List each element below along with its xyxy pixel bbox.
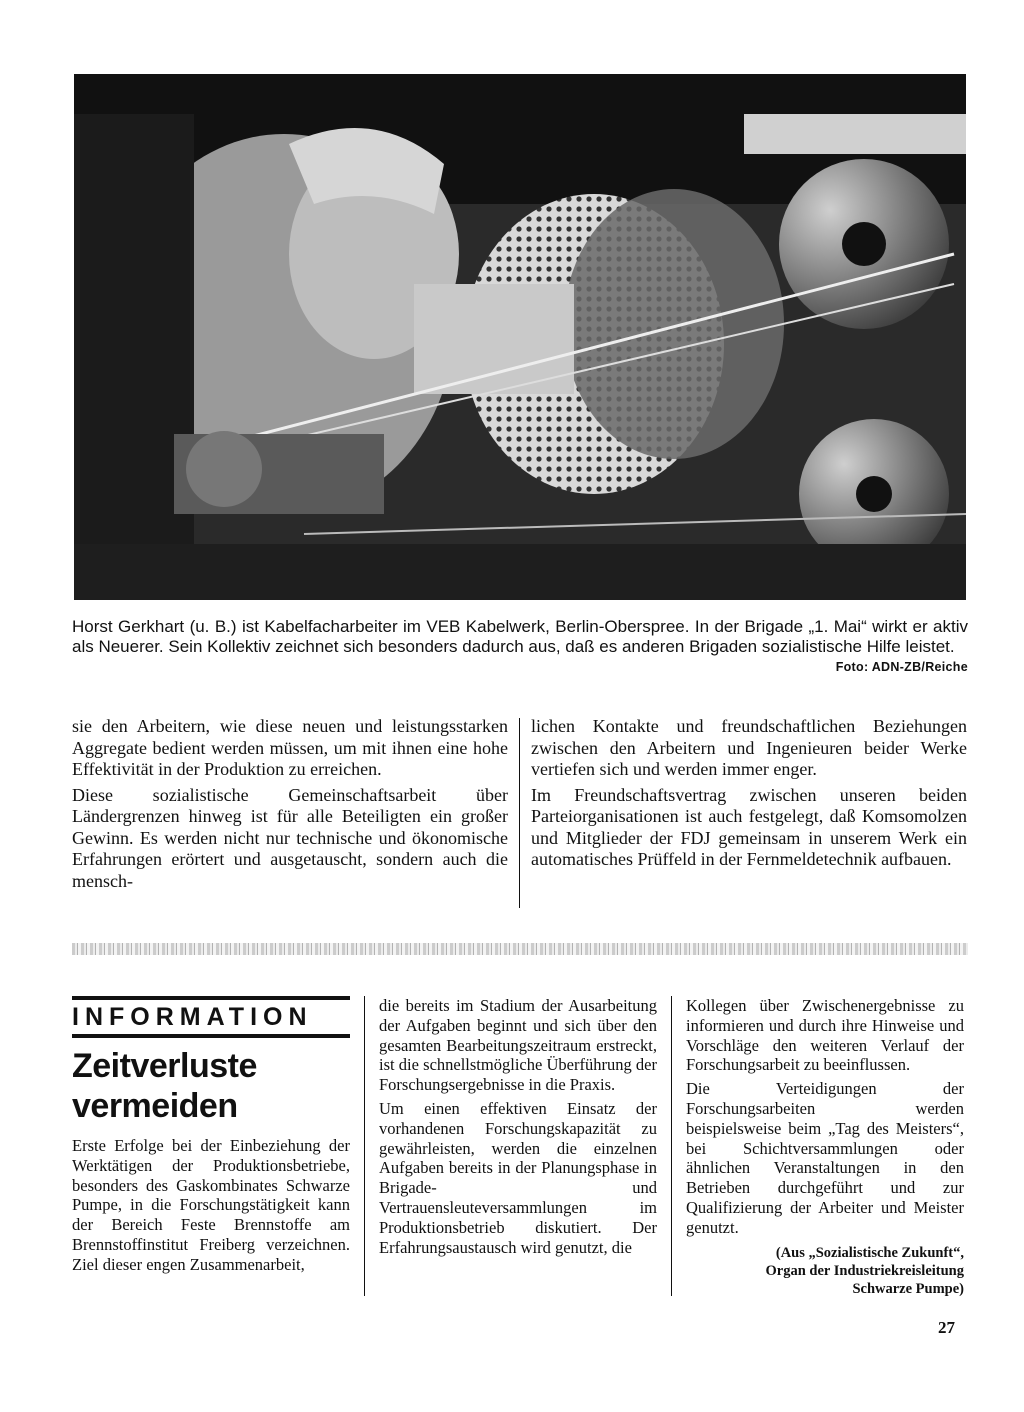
article-column-right — [531, 716, 967, 912]
caption-text: Horst Gerkhart (u. B.) ist Kabelfacharbeiter im VEB Kabelwerk, Berlin-Oberspree. In der Brigade „1. Mai“ wirkt er aktiv als Neuerer. Sein Kollektiv zeichnet sich besonders dadurch aus, daß es anderen Brigaden sozialistische Hilfe leistet. — [72, 617, 968, 656]
info-column-2 — [379, 996, 657, 1296]
source-line: Schwarze Pumpe) — [852, 1280, 964, 1297]
article-paragraph: lichen Kontakte und freundschaftlichen Beziehungen zwischen den Arbeitern und Ingenieuren beider Werke vertiefen sich und werden immer enger. — [531, 716, 967, 779]
headline — [72, 1046, 350, 1126]
info-paragraph: Kollegen über Zwischenergebnisse zu informieren und durch ihre Hinweise und Vorschläge den weiteren Verlauf der Forschungsarbeit zu beeinflussen. — [686, 996, 964, 1075]
photo-illustration — [74, 74, 966, 600]
article-column-left — [72, 716, 508, 912]
info-column-3 — [686, 996, 964, 1296]
info-paragraph: die bereits im Stadium der Ausarbeitung der Aufgaben beginnt und sich über den gesamten Bearbeitungszeitraum erstreckt, ist die schnellstmögliche Überführung der Forschungsergebnisse in die Praxis. — [379, 996, 657, 1095]
article-continuation — [72, 716, 968, 912]
section-tag: INFORMATION — [72, 996, 350, 1038]
info-column-1 — [72, 996, 350, 1296]
column-divider — [519, 718, 520, 908]
article-paragraph: sie den Arbeitern, wie diese neuen und leistungsstarken Aggregate bedient werden müssen, um mit ihnen eine hohe Effektivität in der Produktion zu erreichen. — [72, 716, 508, 779]
article-paragraph: Diese sozialistische Gemeinschaftsarbeit über Ländergrenzen hinweg ist für alle Beteiligten ein großer Gewinn. Es werden nicht nur technische und ökonomische Erfahrungen erörtert und ausgetauscht, sondern auch die mensch- — [72, 784, 508, 891]
source-line: (Aus „Sozialistische Zukunft“, — [775, 1244, 964, 1261]
info-paragraph: Um einen effektiven Einsatz der vorhandenen Forschungskapazität zu gewährleisten, werden die einzelnen Aufgaben bereits in der Planungsphase in Brigade- und Vertrauensleuteversammlungen im Produktionsbetrieb diskutiert. Der Erfahrungsaustausch wird genutzt, die — [379, 1098, 657, 1257]
photo-credit: Foto: ADN-ZB/Reiche — [835, 660, 968, 674]
info-body-text: Erste Erfolge bei der Einbeziehung der Werktätigen der Produktionsbetriebe, besonders des Gaskombinates Schwarze Pumpe, in die Forschungstätigkeit kann der Bereich Feste Brennstoffe am Brennstoffinstitut Freiberg verzeichnen. Ziel dieser engen Zusammenarbeit, — [72, 1136, 350, 1274]
photo-worker-at-cable-machine — [74, 74, 966, 600]
photo-caption — [72, 617, 968, 675]
source-line: Organ der Industriekreisleitung — [765, 1262, 964, 1279]
headline-line: Zeitverluste — [72, 1047, 257, 1085]
headline-line: vermeiden — [72, 1087, 238, 1125]
column-divider — [364, 996, 365, 1296]
information-section — [72, 996, 968, 1296]
column-divider — [671, 996, 672, 1296]
article-paragraph: Im Freundschaftsvertrag zwischen unseren beiden Parteiorganisationen ist auch festgelegt, daß Komsomolzen und Mitglieder der FDJ gemeinsam in unserem Werk ein automatisches Prüffeld in der Fernmeldetechnik aufbauen. — [531, 784, 967, 869]
section-separator — [72, 943, 968, 955]
info-paragraph: Die Verteidigungen der Forschungsarbeiten werden beispielsweise beim „Tag des Meisters“, bei Schichtversammlungen oder ähnlichen Veranstaltungen in den Betrieben durchgeführt und zur Qualifizierung der Arbeiter und Meister genutzt. — [686, 1079, 964, 1237]
page-number: 27 — [938, 1318, 955, 1337]
source-attribution — [686, 1244, 964, 1298]
